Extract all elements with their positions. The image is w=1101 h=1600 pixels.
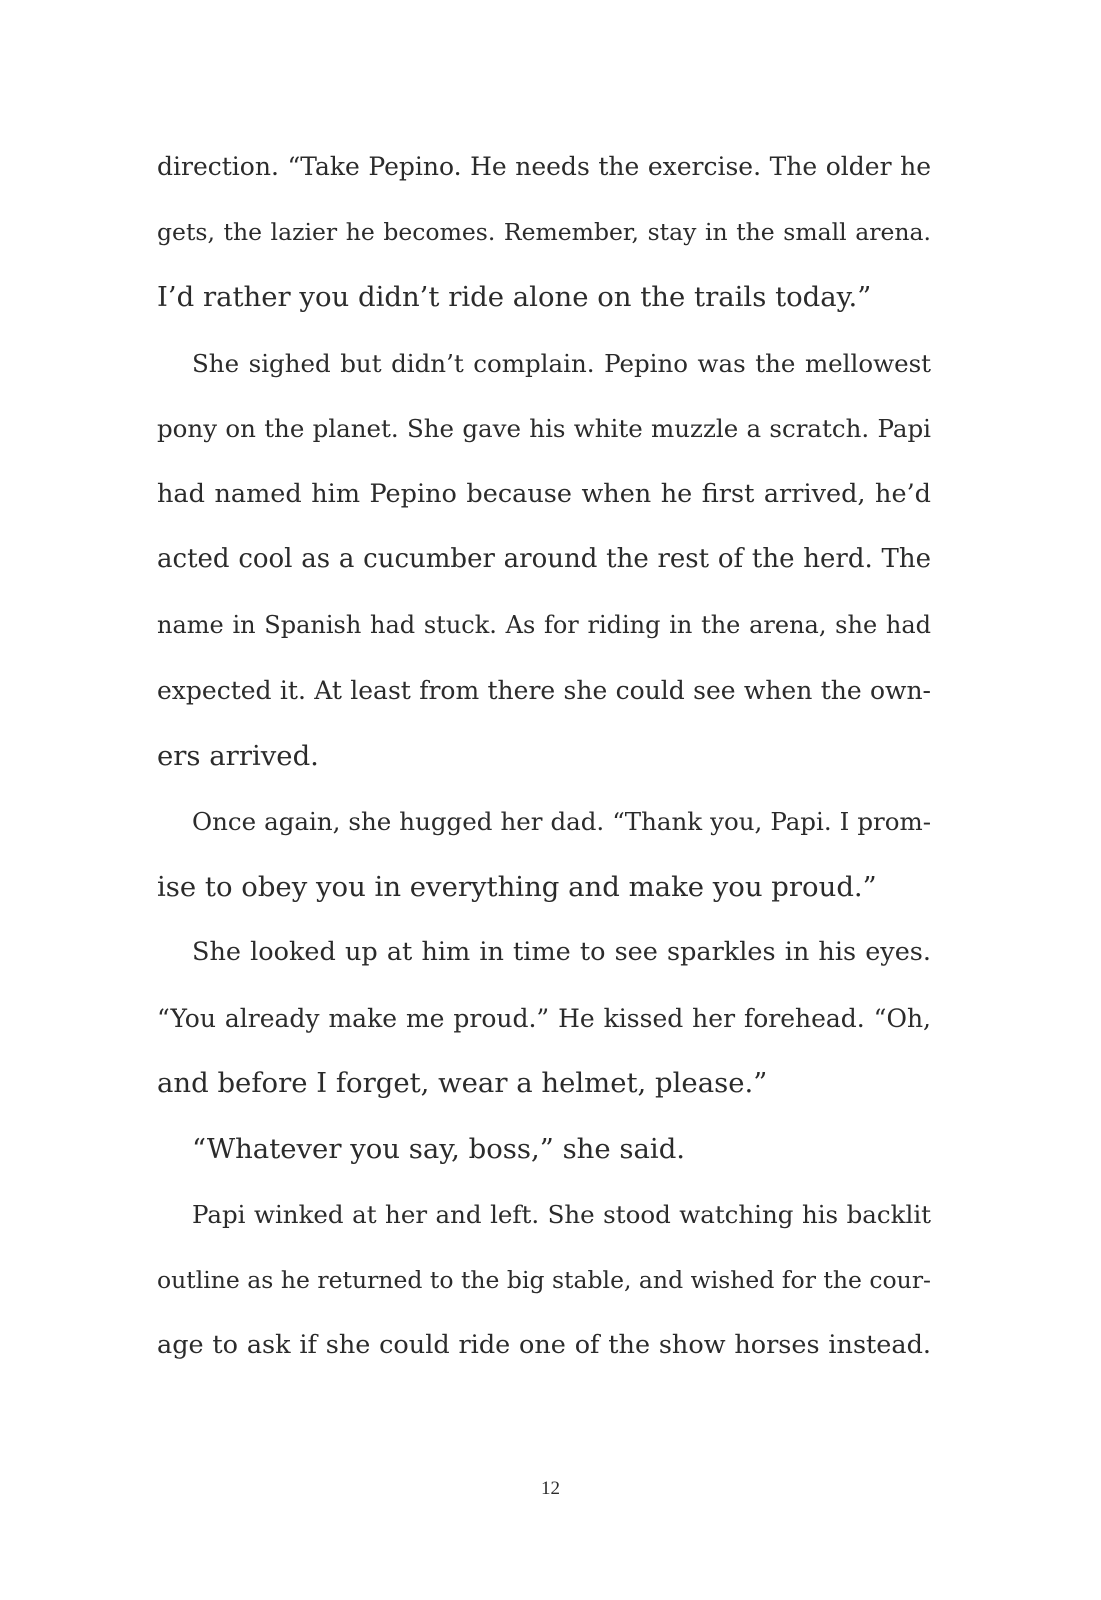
page-number: 12 [541, 1478, 560, 1499]
text-line: Papi winked at her and left. She stood watching his backlit [192, 1200, 931, 1229]
text-line: age to ask if she could ride one of the show horses instead. [157, 1330, 931, 1360]
text-line: Once again, she hugged her dad. “Thank you, Papi. I prom- [192, 807, 931, 836]
text-line: gets, the lazier he becomes. Remember, stay in the small arena. [157, 217, 931, 246]
body-text [157, 134, 931, 1379]
text-line: direction. “Take Pepino. He needs the exercise. The older he [157, 152, 931, 181]
text-line: outline as he returned to the big stable, and wished for the cour- [157, 1265, 931, 1294]
text-line: ise to obey you in everything and make you proud.” [157, 870, 877, 903]
text-line: and before I forget, wear a helmet, please.” [157, 1067, 768, 1099]
text-line: “You already make me proud.” He kissed her forehead. “Oh, [157, 1003, 931, 1033]
text-line: She sighed but didn’t complain. Pepino was the mellowest [192, 348, 931, 378]
text-line: “Whatever you say, boss,” she said. [192, 1132, 686, 1165]
text-line: I’d rather you didn’t ride alone on the trails today.” [157, 281, 872, 313]
text-line: She looked up at him in time to see sparkles in his eyes. [192, 937, 931, 967]
text-line: acted cool as a cucumber around the rest of the herd. The [157, 544, 931, 574]
text-line: had named him Pepino because when he first arrived, he’d [157, 478, 931, 509]
text-line: expected it. At least from there she could see when the own- [157, 676, 931, 705]
text-line: pony on the planet. She gave his white muzzle a scratch. Papi [157, 414, 931, 443]
text-line: name in Spanish had stuck. As for riding in the arena, she had [157, 610, 931, 639]
text-line: ers arrived. [157, 739, 319, 772]
